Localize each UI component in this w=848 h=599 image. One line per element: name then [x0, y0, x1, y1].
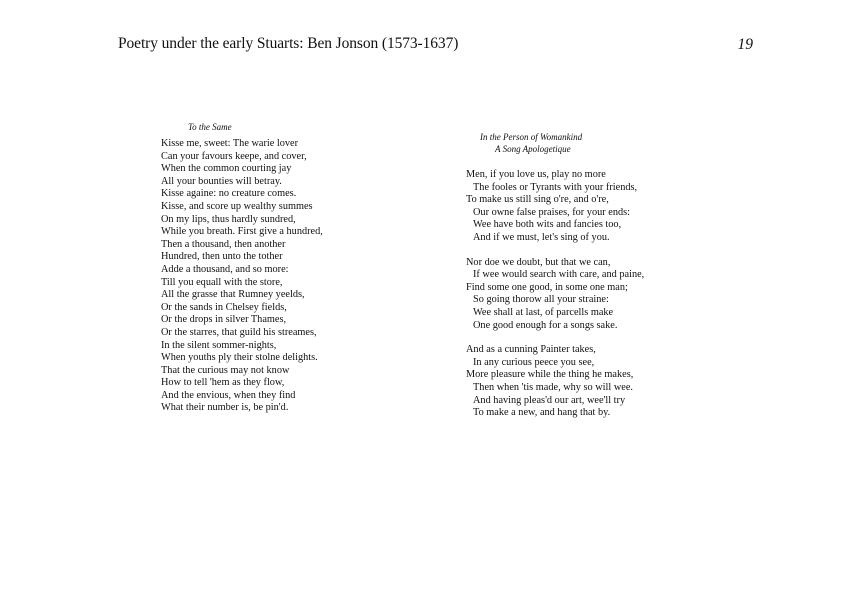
poem-line: The fooles or Tyrants with your friends, [473, 181, 638, 193]
poem-line: All the grasse that Rumney yeelds, [161, 289, 305, 301]
stanza-1 [466, 169, 644, 245]
poem-line: To make a new, and hang that by. [473, 407, 611, 419]
poem-line: Our owne false praises, for your ends: [473, 206, 630, 218]
running-head: Poetry under the early Stuarts: Ben Jonson (1573-1637) [118, 35, 459, 52]
poem-line: When youths ply their stolne delights. [161, 352, 318, 364]
poem-line: Kisse againe: no creature comes. [161, 188, 297, 200]
poem-title: In the Person of Womankind [480, 132, 583, 142]
poem-line: Wee shall at last, of parcells make [473, 306, 614, 318]
poem-title: To the Same [188, 122, 232, 132]
poem-line: In any curious peece you see, [473, 356, 595, 368]
poem-line: That the curious may not know [161, 364, 290, 376]
poem-line: One good enough for a songs sake. [473, 319, 618, 331]
poem-line: Men, if you love us, play no more [466, 169, 606, 180]
poem-line: More pleasure while the thing he makes, [466, 369, 634, 381]
stanza-2 [466, 257, 644, 333]
poem-line: And as a cunning Painter takes, [466, 344, 596, 356]
poem-line: Then a thousand, then another [161, 238, 286, 250]
poem-line: Wee have both wits and fancies too, [473, 219, 622, 231]
stanza-3 [466, 344, 644, 420]
poem-line: And the envious, when they find [161, 389, 296, 401]
poem-line: All your bounties will betray. [161, 175, 282, 187]
poem-line: Hundred, then unto the tother [161, 251, 283, 263]
poem-line: And having pleas'd our art, wee'll try [473, 394, 626, 406]
poem-line: Kisse, and score up wealthy summes [161, 200, 313, 212]
poem-line: While you breath. First give a hundred, [161, 226, 323, 238]
poem-line: Then when 'tis made, why so will wee. [473, 381, 633, 393]
poem-line: Adde a thousand, and so more: [161, 263, 289, 275]
poem-line: To make us still sing o're, and o're, [466, 194, 609, 206]
poem-subtitle: A Song Apologetique [495, 144, 571, 154]
poem-line: How to tell 'hem as they flow, [161, 377, 285, 389]
poem-line: Or the drops in silver Thames, [161, 314, 287, 326]
poem-line: If wee would search with care, and paine, [473, 269, 645, 281]
poem-line: What their number is, be pin'd. [161, 402, 289, 414]
poem-line: And if we must, let's sing of you. [473, 231, 610, 243]
poem-line: Find some one good, in some one man; [466, 281, 628, 293]
poem-line: So going thorow all your straine: [473, 294, 609, 306]
poem-line: Nor doe we doubt, but that we can, [466, 256, 611, 268]
poem-to-the-same [161, 121, 323, 415]
page-number: 19 [737, 36, 753, 53]
poem-line: Can your favours keepe, and cover, [161, 150, 307, 162]
poem-line: On my lips, thus hardly sundred, [161, 213, 296, 225]
poem-line: In the silent sommer-nights, [161, 339, 277, 351]
poem-line: Or the starres, that guild his streames, [161, 326, 317, 338]
poem-line: Till you equall with the store, [161, 276, 283, 288]
poem-line: Kisse me, sweet: The warie lover [161, 138, 299, 149]
poem-line: Or the sands in Chelsey fields, [161, 301, 287, 313]
poem-line: When the common courting jay [161, 163, 292, 175]
poem-in-the-person-of-womankind [466, 131, 644, 432]
